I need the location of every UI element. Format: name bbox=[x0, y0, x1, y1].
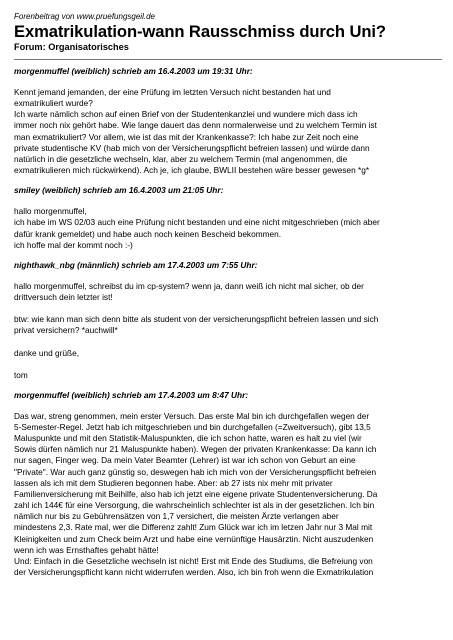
post-text-line: Sowis dürfen nämlich nur 21 Maluspunkte haben). Wegen der privaten Krankenkasse: Da kann ich bbox=[14, 444, 377, 455]
post-text-line: danke und grüße, bbox=[14, 347, 80, 358]
forum-post bbox=[14, 66, 442, 176]
post-paragraph bbox=[14, 348, 442, 359]
post-header: morgenmuffel (weiblich) schrieb am 17.4.2003 um 8:47 Uhr: bbox=[14, 389, 249, 400]
post-text-line: tom bbox=[14, 369, 28, 380]
post-text-line: nur sagen, Finger weg. Da mein Vater Beamter (Lehrer) ist war ich schon von Geburt an eine bbox=[14, 455, 356, 466]
post-paragraph bbox=[14, 314, 442, 336]
post-text-line: Das war, streng genommen, mein erster Versuch. Das erste Mal bin ich durchgefallen wegen der bbox=[14, 410, 370, 421]
post-text-line: exmatrikuliert wurde? bbox=[14, 98, 93, 109]
post-text-line: Und: Einfach in die Gesetzliche wechseln ist nicht! Erst mit Ende des Studiums, die Befreiung von bbox=[14, 555, 373, 566]
post-text-line: zahl ich 144€ für eine Versorgung, die wahrscheinlich schlechter ist als in der gesetzlichen. Ich bin bbox=[14, 500, 375, 511]
post-text-line: natürlich in die gesetzliche wechseln, klar, aber zu welchem Termin (mal angenommen, die bbox=[14, 153, 348, 164]
post-paragraph bbox=[14, 206, 442, 251]
forum-category: Forum: Organisatorisches bbox=[14, 42, 129, 52]
post-text-line: 5-Semester-Regel. Jetzt hab ich mitgeschrieben und bin durchgefallen (=Zweitversuch), gibt 13,5 bbox=[14, 421, 371, 432]
post-text-line: "Private". War auch ganz günstig so, deswegen hab ich mich von der Versicherungspflicht befreien bbox=[14, 466, 377, 477]
post-text-line: lassen als ich mit dem Studieren begonnen habe. Aber: ab 27 ists nix mehr mit privater bbox=[14, 477, 333, 488]
post-header: nighthawk_nbg (männlich) schrieb am 17.4.2003 um 7:55 Uhr: bbox=[14, 259, 258, 270]
post-text-line: exmatrikulieren mich rückwirkend). Ach je, ich glaube, BWLII bestehen wäre besser gewesen *g* bbox=[14, 165, 370, 176]
post-text-line: immer noch nix gehört habe. Wie lange dauert das denn normalerweise und zu welchem Termin ist bbox=[14, 120, 377, 131]
post-text-line: hallo morgenmuffel, bbox=[14, 206, 87, 217]
post-text-line: private studentische KV (hab mich von der Versicherungspflicht befreien lassen) und würde dann bbox=[14, 142, 370, 153]
forum-page bbox=[14, 12, 442, 587]
forum-post bbox=[14, 185, 442, 251]
post-text-line: Ich warte nämlich schon auf einen Brief von der Studentenkanzlei und wundere mich dass ich bbox=[14, 109, 358, 120]
post-text-line: ich hoffe mal der kommt noch :-) bbox=[14, 239, 133, 250]
forum-post bbox=[14, 390, 442, 578]
post-header: smiley (weiblich) schrieb am 16.4.2003 um 21:05 Uhr: bbox=[14, 185, 224, 196]
post-text-line: mindestens 2,3. Rate mal, wer die Differenz zahlt! Zum Glück war ich im letzen Jahr nur 3 Mal mit bbox=[14, 522, 373, 533]
post-paragraph bbox=[14, 411, 442, 578]
post-text-line: drittversuch dein letzter ist! bbox=[14, 292, 113, 303]
post-list bbox=[14, 66, 442, 578]
post-paragraph bbox=[14, 87, 442, 176]
post-text-line: ich habe im WS 02/03 auch eine Prüfung nicht bestanden und eine nicht mitgeschrieben (mich aber bbox=[14, 217, 380, 228]
source-line: Forenbeitrag von www.pruefungsgeil.de bbox=[14, 12, 155, 21]
post-text-line: Kleinigkeiten und zum Check beim Arzt und habe eine vernünftige Hausärztin. Nicht auszudenken bbox=[14, 533, 374, 544]
post-text-line: Familienversicherung mit Beihilfe, also hab ich jetzt eine eigene private Studentenversicherung. Da bbox=[14, 488, 378, 499]
post-text-line: privat versichern? *auchwill* bbox=[14, 325, 118, 336]
post-text-line: wenn ich was Ernsthaftes gehabt hätte! bbox=[14, 544, 159, 555]
post-text-line: der Versicherungspflicht kann nicht widerrufen werden. Also, ich bin froh wenn die Exmatrikulation bbox=[14, 567, 374, 577]
post-text-line: Maluspunkte und mit den Statistik-Maluspunkten, die ich schon hatte, waren es halt zu viel (wir bbox=[14, 433, 362, 444]
post-paragraph bbox=[14, 281, 442, 303]
post-text-line: dafür krank gemeldet) und habe auch noch keinen Bescheid bekommen. bbox=[14, 228, 282, 239]
page-title: Exmatrikulation-wann Rausschmiss durch Uni? bbox=[14, 22, 386, 41]
post-text-line: btw: wie kann man sich denn bitte als student von der versicherungspflicht befreien lassen und sich bbox=[14, 314, 379, 325]
post-text-line: nämlich nur bis zu Gebührensätzen von 1,7 versichert, die meisten Ärzte verlangen aber bbox=[14, 511, 339, 522]
post-text-line: hallo morgenmuffel, schreibst du im cp-system? wenn ja, dann weiß ich nicht mal sicher, ob der bbox=[14, 280, 364, 291]
forum-post bbox=[14, 260, 442, 381]
divider bbox=[14, 59, 442, 60]
post-text-line: man exmatrikuliert? Vor allem, wie ist das mit der Krankenkasse?: Ich habe zur Zeit noch eine bbox=[14, 131, 359, 142]
post-paragraph bbox=[14, 370, 442, 381]
post-text-line: Kennt jemand jemanden, der eine Prüfung im letzten Versuch nicht bestanden hat und bbox=[14, 87, 331, 97]
post-header: morgenmuffel (weiblich) schrieb am 16.4.2003 um 19:31 Uhr: bbox=[14, 66, 253, 76]
